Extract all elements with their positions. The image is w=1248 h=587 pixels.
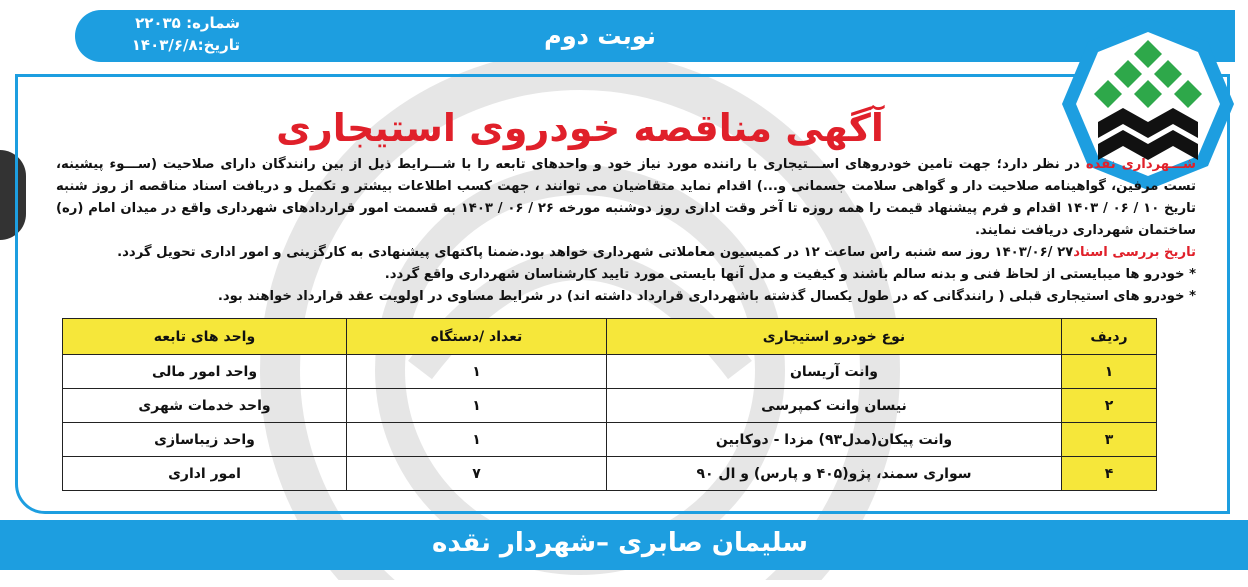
row-vehicle: وانت آریسان — [607, 355, 1062, 389]
row-index: ۴ — [1062, 457, 1157, 491]
notice-title: آگهی مناقصه خودروی استیجاری — [276, 106, 884, 150]
paragraph-intro — [56, 154, 1196, 242]
notice-body — [56, 154, 1196, 308]
row-vehicle: سواری سمند، پژو(۴۰۵ و پارس) و ال ۹۰ — [607, 457, 1062, 491]
row-count: ۱ — [347, 355, 607, 389]
row-unit: واحد خدمات شهری — [63, 389, 347, 423]
row-index: ۱ — [1062, 355, 1157, 389]
note-2: * خودرو های استیجاری قبلی ( رانندگانی که در طول یکسال گذشته باشهرداری قرارداد داشته اند) در شرایط مساوی در اولویت عقد قرارداد خواهند بود. — [217, 289, 1196, 304]
header-count: تعداد /دستگاه — [347, 319, 607, 355]
row-vehicle: نیسان وانت کمپرسی — [607, 389, 1062, 423]
issue-info — [100, 12, 240, 56]
vehicles-table — [62, 318, 1157, 491]
row-unit: امور اداری — [63, 457, 347, 491]
table-row — [63, 389, 1157, 423]
issue-date: تاریخ:۱۴۰۳/۶/۸ — [131, 36, 240, 54]
round-label: نوبت دوم — [544, 22, 656, 50]
signature: سلیمان صابری –شهردار نقده — [432, 528, 808, 558]
header-unit: واحد های تابعه — [63, 319, 347, 355]
row-count: ۱ — [347, 389, 607, 423]
row-unit: واحد امور مالی — [63, 355, 347, 389]
municipality-name: شـــهرداری نقده — [1085, 157, 1196, 172]
row-index: ۳ — [1062, 423, 1157, 457]
row-unit: واحد زیباسازی — [63, 423, 347, 457]
row-index: ۲ — [1062, 389, 1157, 423]
header-index: ردیف — [1062, 319, 1157, 355]
paragraph-review — [56, 242, 1196, 264]
table-row — [63, 423, 1157, 457]
row-count: ۱ — [347, 423, 607, 457]
row-count: ۷ — [347, 457, 607, 491]
review-text: ۲۷ /۱۴۰۳/۰۶ روز سه شنبه راس ساعت ۱۲ در کمیسیون معاملاتی شهرداری خواهد بود.ضمنا پاکتهای پیشنهادی به کارگزینی و امور اداری تحویل گردد. — [117, 245, 1074, 260]
row-vehicle: وانت پیکان(مدل۹۳) مزدا - دوکابین — [607, 423, 1062, 457]
table-header-row — [63, 319, 1157, 355]
note-1: * خودرو ها میبایستی از لحاظ فنی و بدنه سالم باشند و کیفیت و مدل آنها بایستی مورد تایید کارشناسان شهرداری واقع گردد. — [384, 267, 1196, 282]
table-row — [63, 457, 1157, 491]
issue-number: شماره: ۲۲۰۳۵ — [135, 14, 240, 32]
intro-text: در نظر دارد؛ جهت تامین خودروهای اســـتیجاری با راننده مورد نیاز خود و واحدهای تابعه را با شـــرایط ذیل از بین رانندگان دارای صلاحیت (ســـوء پیشینه، تست مرفین، گواهینامه صلاحیت دار و گواهی سلامت جسمانی و...) اقدام نماید متقاضیان می توانند ، جهت کسب اطلاعات بیشتر و تکمیل و دریافت اسناد مناقصه از روز شنبه تاریخ ۱۰ / ۰۶ / ۱۴۰۳ اقدام و فرم پیشنهاد قیمت را همه روزه تا آخر وقت اداری روز دوشنبه مورخه ۲۶ / ۰۶ / ۱۴۰۳ به قسمت امور قراردادهای شهرداری واقع در میدان امام (ره) ساختمان شهرداری دریافت نمایند. — [56, 157, 1196, 238]
header-vehicle-type: نوع خودرو استیجاری — [607, 319, 1062, 355]
review-date-label: تاریخ بررسی اسناد — [1073, 245, 1196, 260]
table-row — [63, 355, 1157, 389]
